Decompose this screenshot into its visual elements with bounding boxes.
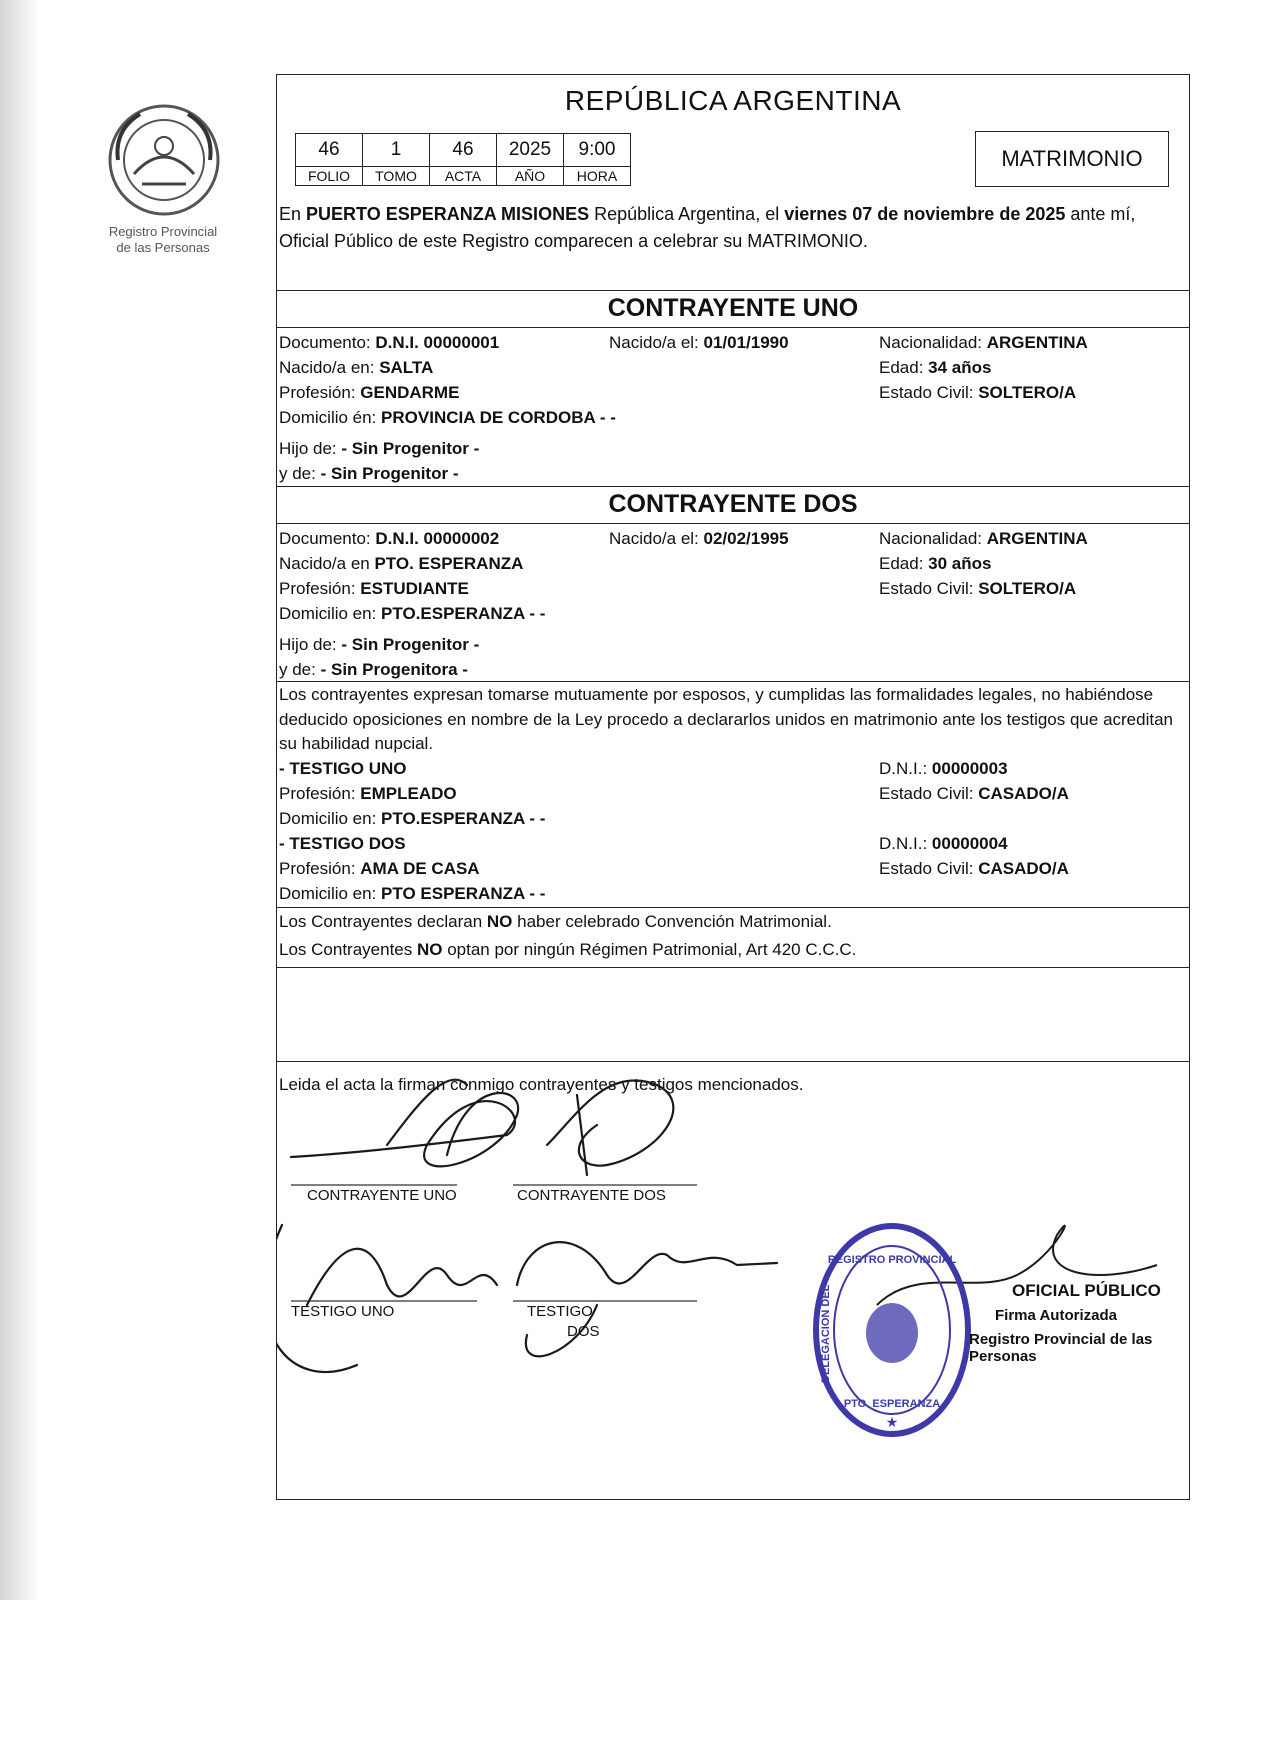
value: 00000004 [931,834,1008,853]
stamp-side-text: DELEGACION DEL [820,1284,832,1383]
value: PROVINCIA DE CORDOBA - - [381,408,616,427]
label: Estado Civil: [879,579,979,598]
registry-stamp-icon [807,1215,977,1445]
value: - TESTIGO UNO [279,759,407,778]
value: - TESTIGO DOS [279,834,406,853]
label: Nacido/a el: [609,333,704,352]
value: PTO ESPERANZA - - [381,884,546,903]
value: AMA DE CASA [360,859,480,878]
stamp-bottom-text: PTO. ESPERANZA [843,1398,941,1410]
value: SALTA [379,358,434,377]
party2-name: CONTRAYENTE DOS [608,490,858,518]
label: y de: [279,464,321,483]
label: Domicilio en: [279,809,382,828]
intro-text-1: En [279,204,307,224]
value: ESTUDIANTE [360,579,469,598]
year-label: AÑO [497,167,564,186]
signature-label-witness2-line1: TESTIGO [527,1303,593,1320]
reading-statement: Leida el acta la firman conmigo contrayentes y testigos mencionados. [279,1075,804,1094]
label: Hijo de: [279,635,342,654]
value: - Sin Progenitor - [341,635,480,654]
value: GENDARME [360,383,460,402]
intro-text-3: ante mí, Oficial Público de este Registro comparecen a celebrar su MATRIMONIO. [279,204,1136,251]
value: SOLTERO/A [978,383,1077,402]
value: ARGENTINA [986,333,1088,352]
label: Nacido/a el: [609,529,704,548]
official-role: Firma Autorizada [995,1307,1117,1324]
value: 34 años [928,358,992,377]
no-mark: NO [486,912,513,931]
label: Estado Civil: [879,859,979,878]
signature-witness1 [277,1225,497,1372]
label: Nacionalidad: [879,333,987,352]
provincial-seal-icon [104,100,224,220]
value: EMPLEADO [360,784,457,803]
folio-value: 46 [296,134,363,167]
label: Profesión: [279,859,361,878]
text: Los Contrayentes declaran [279,912,487,931]
label: D.N.I.: [879,759,932,778]
label: Profesión: [279,784,361,803]
agency-line-1: Registro Provincial [108,224,218,239]
folio-label: FOLIO [296,167,363,186]
intro-date: viernes 07 de noviembre de 2025 [784,204,1066,224]
label: Estado Civil: [879,784,979,803]
intro-text-2: República Argentina, el [589,204,785,224]
label: Domicilio én: [279,408,382,427]
tomo-label: TOMO [363,167,430,186]
label: Nacido/a en [279,554,375,573]
value: CASADO/A [978,859,1069,878]
svg-text:★: ★ [885,1414,899,1430]
value: D.N.I. 00000002 [375,529,500,548]
act-type-box: MATRIMONIO [975,131,1169,187]
signature-party2 [547,1080,673,1175]
country-title: REPÚBLICA ARGENTINA [564,85,902,116]
label: Estado Civil: [879,383,979,402]
scan-edge-shadow [0,0,40,1600]
label: Nacionalidad: [879,529,987,548]
stamp-top-text: REGISTRO PROVINCIAL [827,1254,957,1266]
official-registry: Registro Provincial de las Personas [969,1331,1153,1365]
value: 00000003 [931,759,1008,778]
value: CASADO/A [978,784,1069,803]
official-name: OFICIAL PÚBLICO [1012,1281,1161,1300]
intro-place: PUERTO ESPERANZA MISIONES [306,204,590,224]
value: 01/01/1990 [703,333,789,352]
value: D.N.I. 00000001 [375,333,500,352]
label: D.N.I.: [879,834,932,853]
text: Los Contrayentes [279,940,417,959]
value: PTO.ESPERANZA - - [381,604,546,623]
value: 30 años [928,554,992,573]
value: - Sin Progenitora - [320,660,468,679]
tomo-value: 1 [363,134,430,167]
label: Hijo de: [279,439,342,458]
acta-value: 46 [430,134,497,167]
label: Profesión: [279,383,361,402]
value: PTO. ESPERANZA [374,554,524,573]
signature-label-witness1: TESTIGO UNO [291,1303,395,1320]
agency-line-2: de las Personas [116,240,210,255]
value: 02/02/1995 [703,529,789,548]
hour-label: HORA [564,167,631,186]
no-mark: NO [416,940,443,959]
signature-witness2 [517,1242,777,1356]
party1-name: CONTRAYENTE UNO [607,294,859,322]
label: Profesión: [279,579,361,598]
signature-label-party1: CONTRAYENTE UNO [307,1187,457,1204]
label: Edad: [879,358,929,377]
label: Documento: [279,529,376,548]
label: Documento: [279,333,376,352]
label: Edad: [879,554,929,573]
value: SOLTERO/A [978,579,1077,598]
hour-value: 9:00 [564,134,631,167]
label: Domicilio en: [279,604,382,623]
text: optan por ningún Régimen Patrimonial, Art 420 C.C.C. [442,940,857,959]
acta-label: ACTA [430,167,497,186]
year-value: 2025 [497,134,564,167]
signature-label-party2: CONTRAYENTE DOS [517,1187,666,1204]
certificate-frame [276,74,1190,1500]
text: haber celebrado Convención Matrimonial. [512,912,832,931]
signature-label-witness2-line2: DOS [567,1323,600,1340]
label: Nacido/a en: [279,358,380,377]
value: - Sin Progenitor - [320,464,459,483]
label: Domicilio en: [279,884,382,903]
signature-party1 [291,1080,518,1167]
agency-name [88,224,238,256]
label: y de: [279,660,321,679]
declaration-paragraph: Los contrayentes expresan tomarse mutuamente por esposos, y cumplidas las formalidades legales, no habiéndose deducido oposiciones en nombre de la Ley procedo a declararlos unidos en matrimonio ante los testigos que acreditan su habilidad nupcial. [279,685,1174,753]
value: PTO.ESPERANZA - - [381,809,546,828]
value: ARGENTINA [986,529,1088,548]
value: - Sin Progenitor - [341,439,480,458]
